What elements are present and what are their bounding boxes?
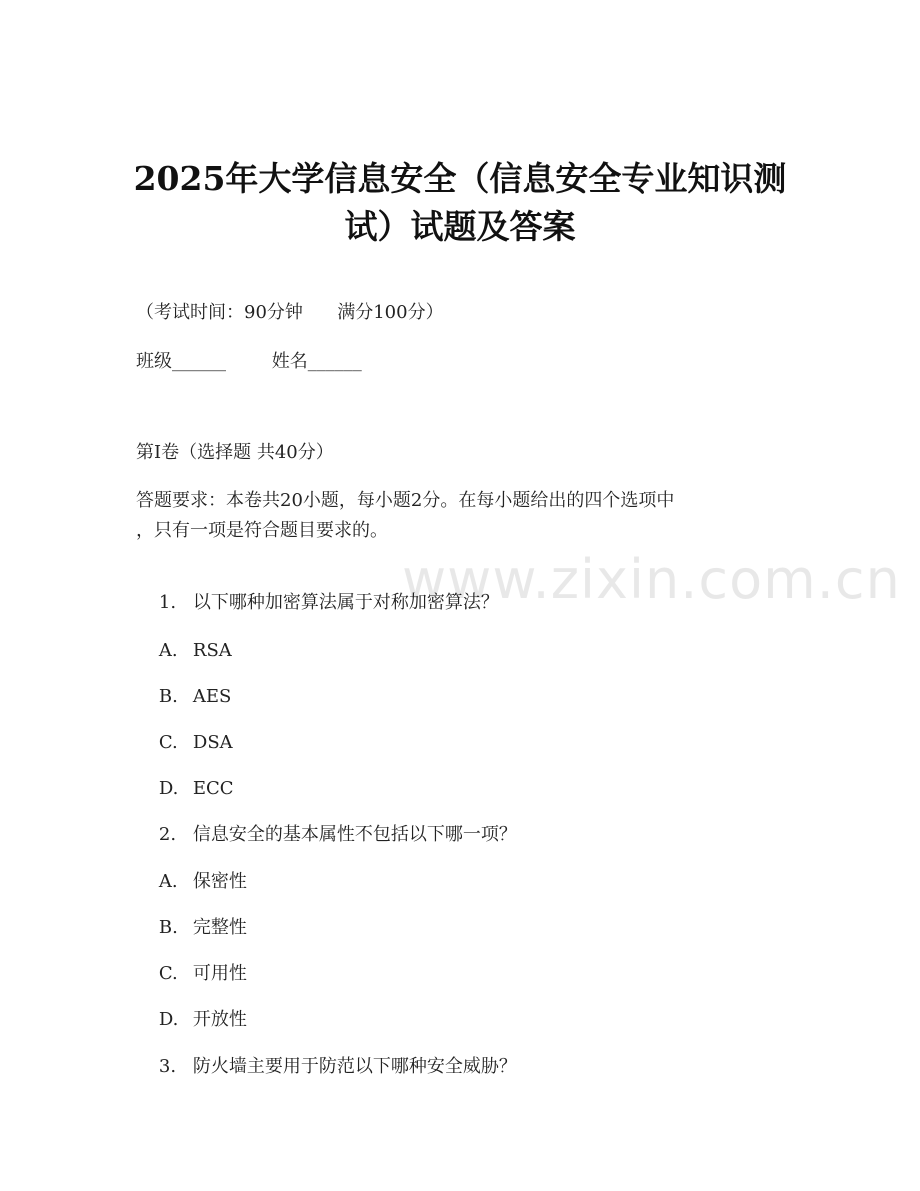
option-letter: B.: [158, 917, 178, 938]
document-title-line-1: 2025年大学信息安全（信息安全专业知识测: [133, 159, 787, 198]
option-letter: B.: [158, 686, 178, 707]
question-text: 防火墙主要用于防范以下哪种安全威胁？: [192, 1056, 517, 1077]
exam-info: （考试时间：90分钟 满分100分）: [136, 302, 444, 323]
instructions-line-2: ，只有一项是符合题目要求的。: [136, 520, 388, 541]
option-text: 可用性: [192, 963, 247, 984]
question-number: 2.: [158, 824, 177, 845]
option-letter: D.: [158, 1009, 179, 1030]
question-text: 信息安全的基本属性不包括以下哪一项？: [192, 824, 517, 845]
option-letter: A.: [158, 871, 178, 892]
option-letter: D.: [158, 778, 179, 799]
option-text: ECC: [192, 778, 234, 799]
question-text: 以下哪种加密算法属于对称加密算法？: [192, 592, 499, 613]
class-name-field: 班级______ 姓名______: [136, 351, 362, 372]
instructions-line-1: 答题要求：本卷共20小题，每小题2分。在每小题给出的四个选项中: [136, 490, 675, 511]
document-title-line-2: 试）试题及答案: [344, 207, 576, 246]
watermark: www.zixin.com.cn: [402, 548, 901, 611]
question-3: [136, 1028, 517, 1106]
question-number: 1.: [158, 592, 177, 613]
option-letter: C.: [158, 963, 178, 984]
option-text: DSA: [192, 732, 233, 753]
option-text: 开放性: [192, 1009, 247, 1030]
section-title: 第I卷（选择题 共40分）: [136, 442, 334, 463]
option-text: AES: [192, 686, 232, 707]
option-text: 完整性: [192, 917, 247, 938]
option-letter: A.: [158, 640, 178, 661]
option-letter: C.: [158, 732, 178, 753]
question-number: 3.: [158, 1056, 177, 1077]
option-text: RSA: [192, 640, 232, 661]
option-text: 保密性: [192, 871, 247, 892]
